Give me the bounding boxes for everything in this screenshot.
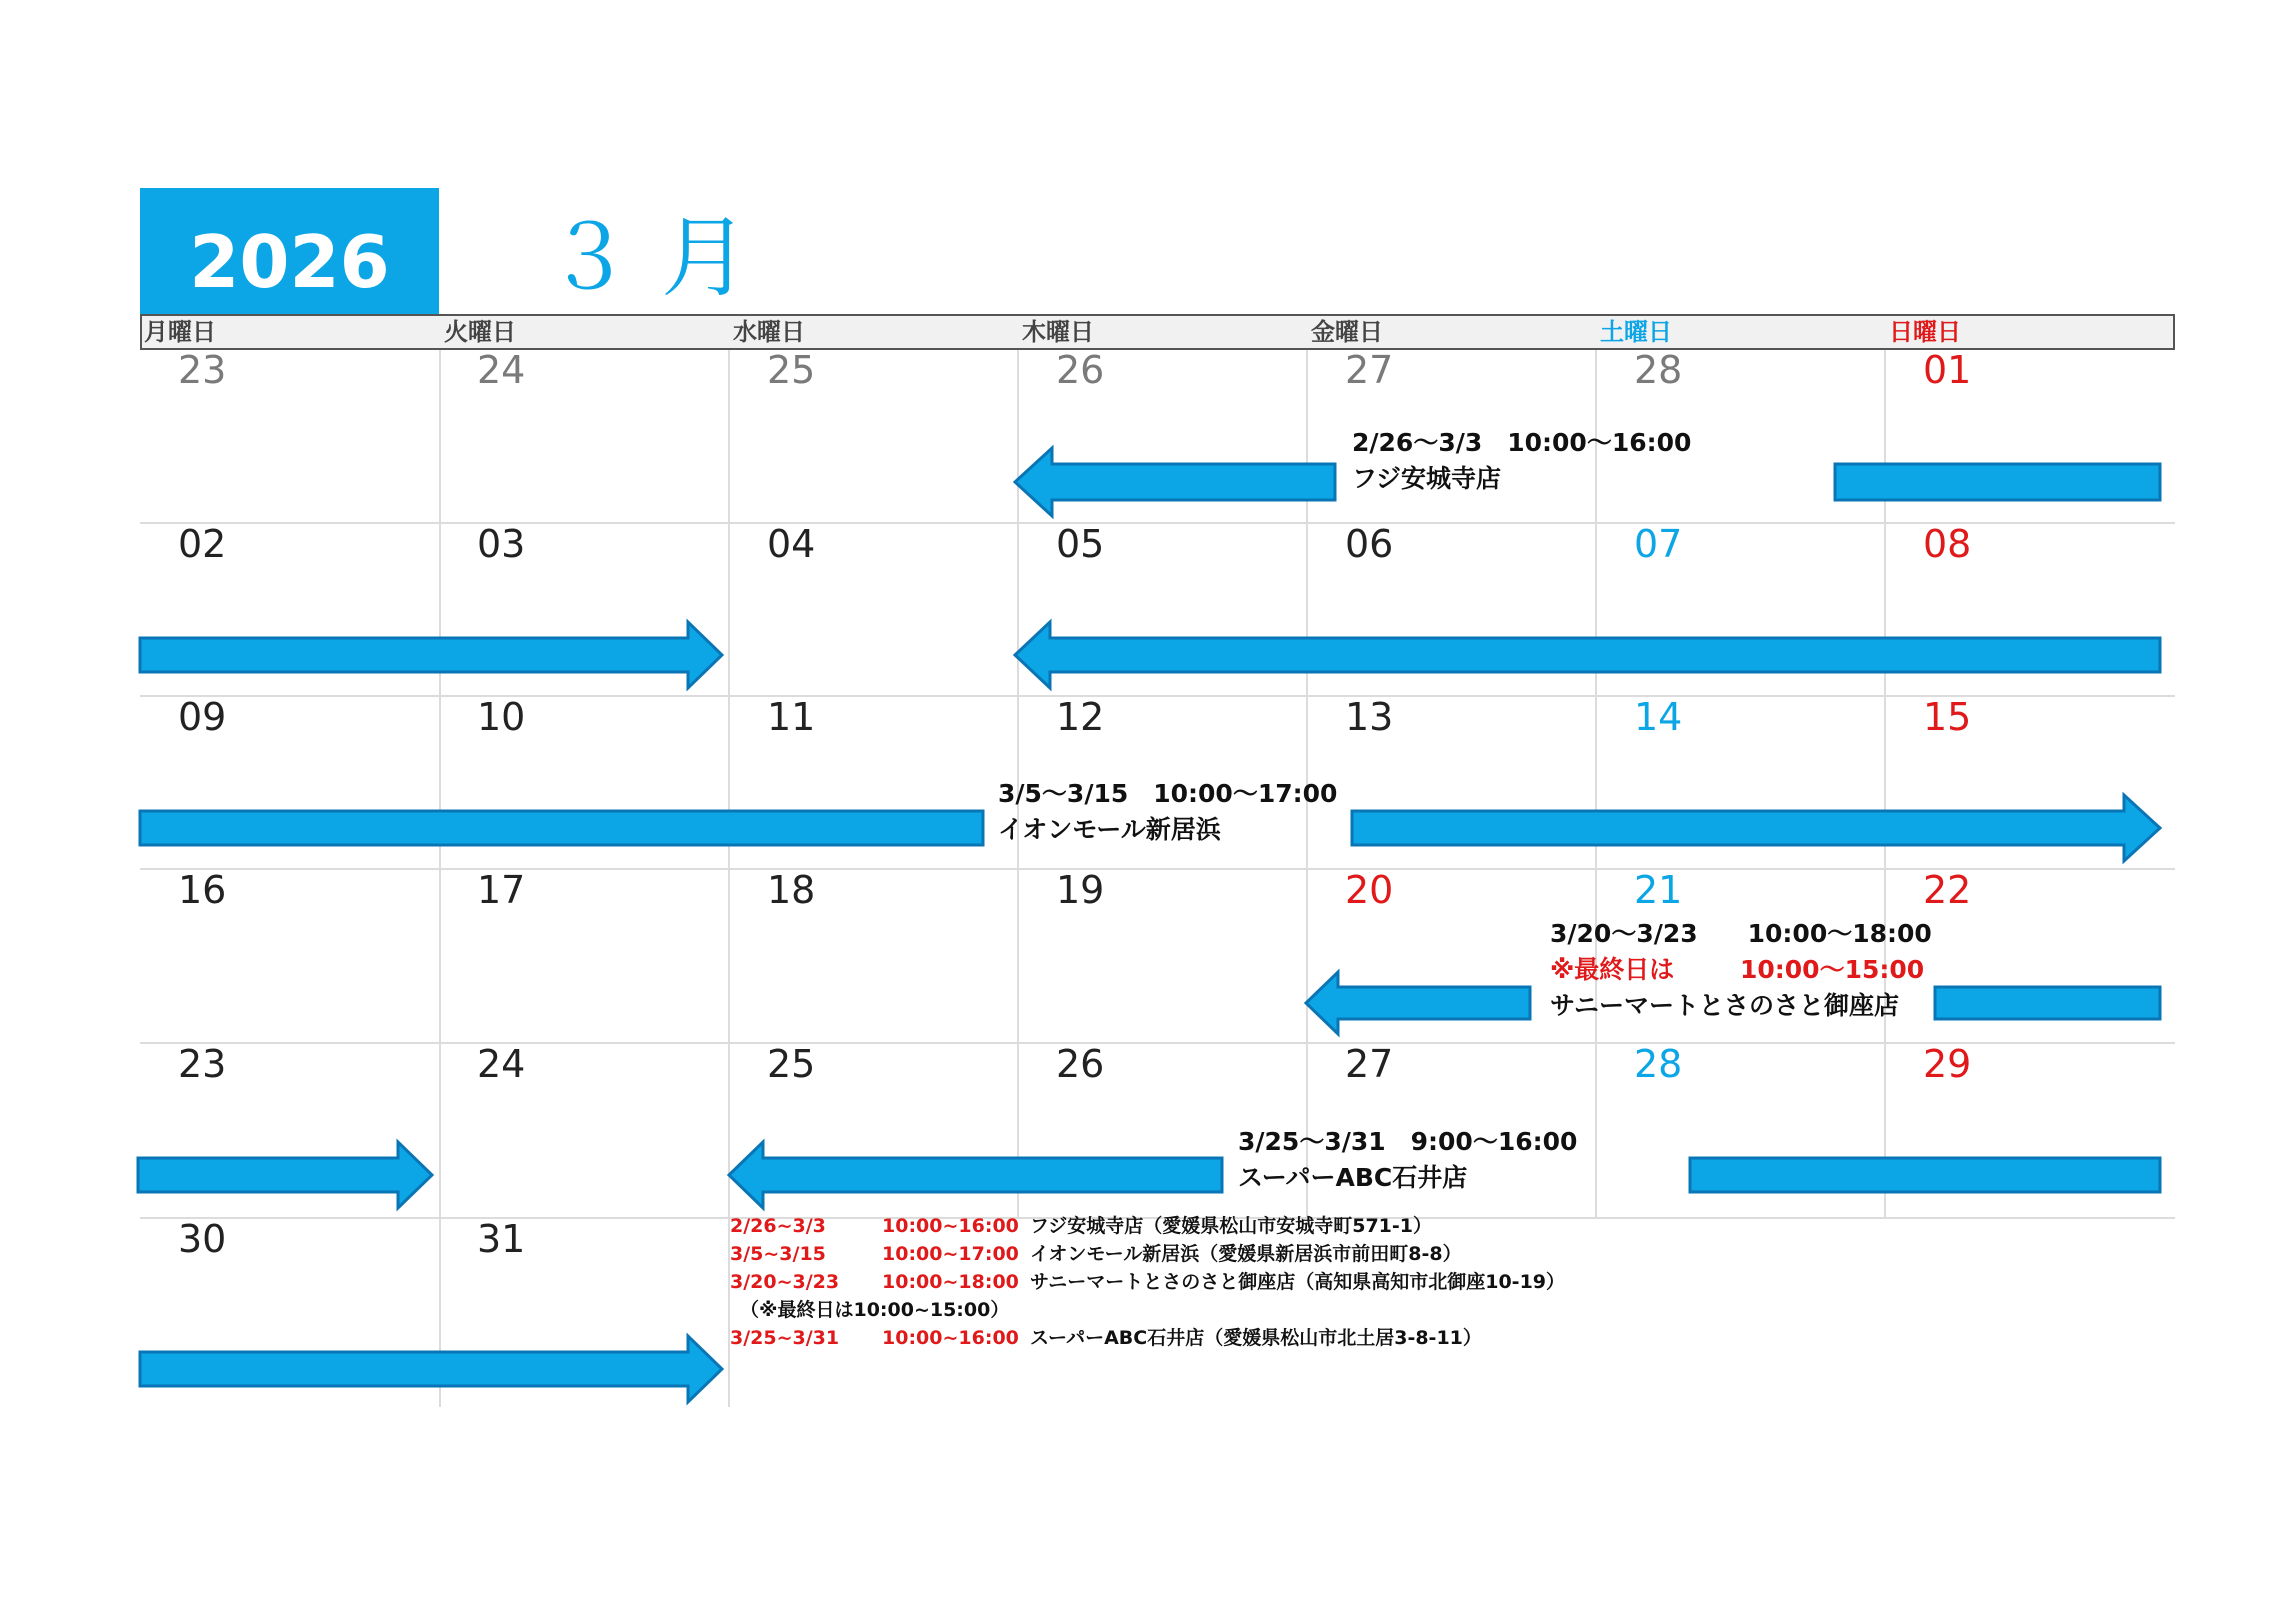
day-number: 12 (1056, 695, 1105, 739)
event-sunny-note-label: ※最終日は (1550, 955, 1675, 984)
legend-time: 10:00~16:00 (882, 1215, 1019, 1237)
day-number: 28 (1634, 348, 1683, 392)
day-number: 18 (767, 868, 816, 912)
event-aeon-dates: 3/5～3/15 10:00～17:00 (998, 779, 1338, 808)
arrow-super-right (140, 1336, 722, 1402)
day-number: 08 (1923, 522, 1972, 566)
day-number: 15 (1923, 695, 1972, 739)
year-label: 2026 (189, 220, 390, 304)
legend-place: フジ安城寺店（愛媛県松山市安城寺町571-1） (1030, 1215, 1433, 1237)
day-number: 31 (477, 1217, 526, 1261)
arrow-fuji-left (1015, 448, 1335, 516)
day-number: 25 (767, 348, 816, 392)
day-number: 11 (767, 695, 816, 739)
arrow-sunny-left (1306, 972, 1530, 1034)
bar-sunny-right (1935, 987, 2160, 1019)
weekday-sun: 日曜日 (1889, 318, 1961, 346)
bar-super-right (1690, 1158, 2160, 1192)
day-number: 30 (178, 1217, 227, 1261)
day-number: 26 (1056, 1042, 1105, 1086)
arrow-super-left (729, 1142, 1222, 1208)
legend-dates: 3/20~3/23 (730, 1271, 840, 1293)
day-number: 23 (178, 1042, 227, 1086)
event-sunny-note-time: 10:00～15:00 (1740, 955, 1925, 984)
day-number: 13 (1345, 695, 1394, 739)
legend-row (730, 1268, 1565, 1296)
day-number: 06 (1345, 522, 1394, 566)
event-aeon-store: イオンモール新居浜 (998, 815, 1221, 844)
day-number: 19 (1056, 868, 1105, 912)
event-sunny-dates: 3/20～3/23 10:00～18:00 (1550, 919, 1932, 948)
day-number: 05 (1056, 522, 1105, 566)
day-number: 21 (1634, 868, 1683, 912)
event-super-dates: 3/25～3/31 9:00～16:00 (1238, 1127, 1578, 1156)
legend-place: イオンモール新居浜（愛媛県新居浜市前田町8-8） (1030, 1243, 1462, 1265)
weekday-fri: 金曜日 (1311, 318, 1383, 346)
day-number: 25 (767, 1042, 816, 1086)
arrow-sunny-right (138, 1142, 432, 1208)
bar-aeon-left (140, 811, 983, 845)
day-number: 14 (1634, 695, 1683, 739)
day-number: 24 (477, 348, 526, 392)
day-number: 10 (477, 695, 526, 739)
day-number: 27 (1345, 1042, 1394, 1086)
legend-row (730, 1212, 1565, 1240)
day-number: 27 (1345, 348, 1394, 392)
day-number: 29 (1923, 1042, 1972, 1086)
day-number: 16 (178, 868, 227, 912)
day-number: 20 (1345, 868, 1394, 912)
day-number: 26 (1056, 348, 1105, 392)
legend-dates: 2/26~3/3 (730, 1215, 826, 1237)
legend (730, 1212, 1565, 1352)
weekday-sat: 土曜日 (1600, 318, 1672, 346)
event-fuji-dates: 2/26～3/3 10:00～16:00 (1352, 428, 1692, 457)
arrow-aeon-right (1352, 795, 2160, 861)
day-number: 04 (767, 522, 816, 566)
legend-place: サニーマートとさのさと御座店（高知県高知市北御座10-19） (1030, 1271, 1566, 1293)
legend-dates: 3/5~3/15 (730, 1243, 826, 1265)
day-number: 09 (178, 695, 227, 739)
event-sunny-store: サニーマートとさのさと御座店 (1550, 991, 1900, 1020)
day-number: 23 (178, 348, 227, 392)
legend-time: 10:00~18:00 (882, 1271, 1019, 1293)
weekday-thu: 木曜日 (1022, 318, 1094, 346)
day-number: 28 (1634, 1042, 1683, 1086)
day-number: 02 (178, 522, 227, 566)
legend-place: スーパーABC石井店（愛媛県松山市北土居3-8-11） (1030, 1327, 1482, 1349)
weekday-wed: 水曜日 (733, 318, 805, 346)
legend-row (730, 1296, 1565, 1324)
day-number: 03 (477, 522, 526, 566)
day-number: 22 (1923, 868, 1972, 912)
day-number: 01 (1923, 348, 1972, 392)
bar-fuji-sun (1835, 464, 2160, 500)
legend-note: （※最終日は10:00~15:00） (740, 1299, 1010, 1321)
month-title: ３ 月 (545, 206, 749, 309)
event-super-store: スーパーABC石井店 (1238, 1163, 1468, 1192)
legend-time: 10:00~16:00 (882, 1327, 1019, 1349)
legend-row (730, 1240, 1565, 1268)
day-number: 07 (1634, 522, 1683, 566)
arrow-fuji-right (140, 622, 722, 688)
legend-dates: 3/25~3/31 (730, 1327, 840, 1349)
arrow-aeon-left (1015, 622, 2160, 688)
event-fuji-store: フジ安城寺店 (1352, 464, 1502, 493)
weekday-tue: 火曜日 (444, 318, 516, 346)
day-number: 24 (477, 1042, 526, 1086)
day-number: 17 (477, 868, 526, 912)
weekday-mon: 月曜日 (144, 318, 216, 346)
legend-row (730, 1324, 1565, 1352)
legend-time: 10:00~17:00 (882, 1243, 1019, 1265)
